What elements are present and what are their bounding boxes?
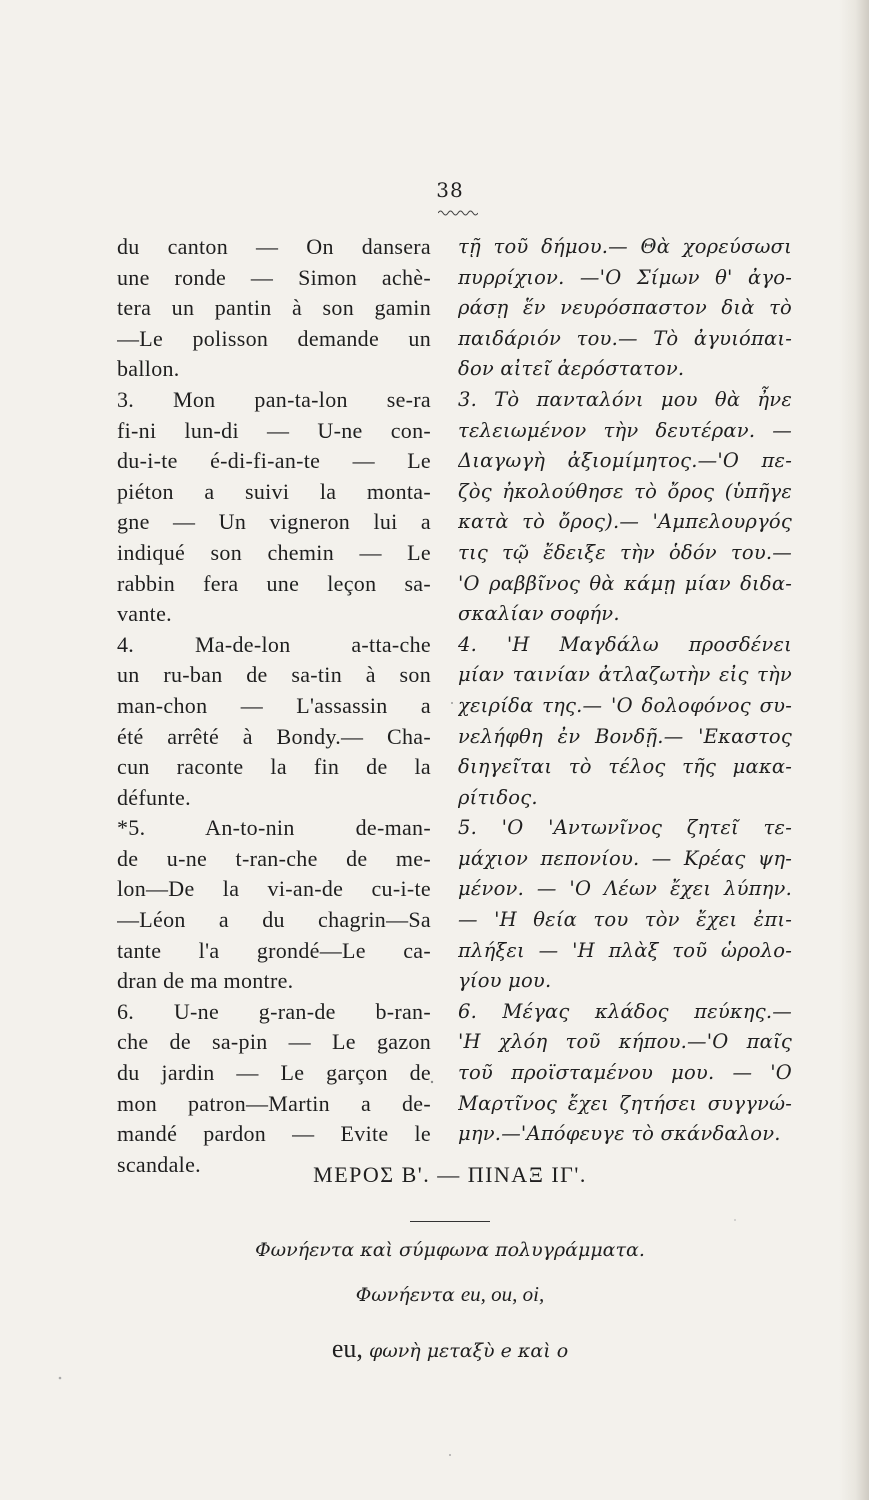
french-text-line: gne — Un vigneron lui a [117,509,431,535]
greek-text-line: τις τῷ ἔδειξε τὴν ὁδόν του.— [458,540,792,564]
french-text-line: été arrêté à Bondy.— Cha- [117,723,431,749]
greek-text-line: 4. 'Η Μαγδάλω προσδένει [458,632,792,656]
french-text-line: mandé pardon — Evite le [117,1121,431,1147]
greek-text-line: ζὸς ἠκολούθησε τὸ ὄρος (ὑπῆγε [458,479,792,503]
section-heading: ΜΕΡΟΣ Β'. — ΠΙΝΑΞ ΙΓ'. [313,1162,587,1187]
french-text-line: de u-ne t-ran-che de me- [117,845,431,871]
french-text-line: cun raconte la fin de la [117,754,431,780]
french-text-line: du canton — On dansera [117,234,431,259]
greek-text-line: μένον. — 'Ο Λέων ἔχει λύπην. [458,877,792,901]
greek-text-line: τελειωμένον τὴν δευτέραν. — [458,418,792,442]
greek-text-line: — 'Η θεία του τὸν ἔχει ἐπι- [458,908,792,932]
greek-text-line: νελήφθη ἐν Βονδῇ.— 'Εκαστος [458,724,792,748]
french-text-column [117,232,431,1180]
french-text-line: 6. U-ne g-ran-de b-ran- [117,998,431,1024]
note-symbol: eu, [331,1334,363,1363]
french-text-line: du-i-te é-di-fi-an-te — Le [117,448,431,474]
greek-text-line: ράσῃ ἕν νευρόσπαστον διὰ τὸ [458,296,792,320]
greek-text-line: πλήξει — 'Η πλὰξ τοῦ ὡρολο- [458,938,792,962]
french-text-line: —Le polisson demande un [117,325,431,351]
french-text-line: une ronde — Simon achè- [117,264,431,290]
greek-text-line: χειρίδα της.— 'Ο δολοφόνος συ- [458,693,792,717]
french-text-line: défunte. [117,784,191,810]
greek-text-line: τῇ τοῦ δήμου.— Θὰ χορεύσωσι [458,235,792,258]
vowels-line [0,1282,869,1307]
greek-text-line: γίου μου. [458,969,552,993]
french-text-line: —Léon a du chagrin—Sa [117,907,431,933]
greek-text-line: πυρρίχιον. —'Ο Σίμων θ' ἀγο- [458,265,792,289]
french-text-line: indiqué son chemin — Le [117,539,431,565]
greek-text-line: 'Η χλόη τοῦ κήπου.—'Ο παῖς [458,1030,792,1054]
french-text-line: 4. Ma-de-lon a-tta-che [117,631,431,657]
vowels-list: eu, ou, oi, [460,1282,545,1306]
greek-text-line: παιδάριόν του.— Τὸ ἀγυιόπαι- [458,326,792,350]
greek-text-line: 6. Μέγας κλάδος πεύκης.— [458,999,792,1023]
french-text-line: lon—De la vi-an-de cu-i-te [117,876,431,902]
greek-text-line: μίαν ταινίαν ἀτλαζωτὴν εἰς τὴν [458,663,792,687]
greek-text-line: μάχιον πεπονίου. — Κρέας ψη- [458,846,792,870]
greek-text-line: 'Ο ραββῖνος θὰ κάμῃ μίαν διδα- [458,571,792,595]
greek-text-line: κατὰ τὸ ὄρος).— 'Αμπελουργός [458,510,792,534]
subtitle: Φωνήεντα καὶ σύμφωνα πολυγράμματα. [255,1239,645,1261]
french-text-line: *5. An-to-nin de-man- [117,815,431,841]
french-text-line: 3. Mon pan-ta-lon se-ra [117,386,431,412]
greek-text-line: σκαλίαν σοφήν. [458,602,620,626]
french-text-line: scandale. [117,1151,201,1177]
greek-text-line: μην.—'Απόφευγε τὸ σκάνδαλον. [458,1122,781,1146]
french-text-line: tante l'a grondé—Le ca- [117,937,431,963]
greek-text-line: διηγεῖται τὸ τέλος τῆς μακα- [458,755,792,779]
french-text-line: mon patron—Martin a de- [117,1090,431,1116]
greek-text-line: 3. Τὸ πανταλόνι μου θὰ ἦνε [458,387,792,411]
french-text-line: man-chon — L'assassin a [117,692,431,718]
page-number: 38 [436,178,464,202]
divider-rule [410,1221,490,1222]
greek-text-column [458,232,792,1150]
wavy-rule-ornament [438,208,478,218]
french-text-line: fi-ni lun-di — U-ne con- [117,417,431,443]
page-spine-shadow [839,0,869,1500]
vowels-label: Φωνήεντα [355,1284,455,1306]
greek-text-line: τοῦ προϊσταμένου μου. — 'Ο [458,1061,792,1085]
french-text-line: piéton a suivi la monta- [117,478,431,504]
french-text-line: vante. [117,601,172,627]
french-text-line: tera un pantin à son gamin [117,295,431,321]
note-text: φωνὴ μεταξὺ e καὶ o [368,1340,569,1362]
greek-text-line: 5. 'Ο 'Αντωνῖνος ζητεῖ τε- [458,816,792,840]
french-text-line: du jardin — Le garçon de [117,1060,431,1086]
greek-text-line: Διαγωγὴ ἀξιομίμητος.—'Ο πε- [458,449,792,473]
pronunciation-note [0,1334,869,1364]
french-text-line: un ru-ban de sa-tin à son [117,662,431,688]
greek-text-line: δον αἰτεῖ ἀερόστατον. [458,357,685,381]
french-text-line: rabbin fera une leçon sa- [117,570,431,596]
french-text-line: dran de ma montre. [117,968,294,994]
french-text-line: ballon. [117,356,180,382]
greek-text-line: Μαρτῖνος ἔχει ζητήσει συγγνώ- [458,1091,792,1115]
greek-text-line: ρίτιδος. [458,785,538,809]
french-text-line: che de sa-pin — Le gazon [117,1029,431,1055]
